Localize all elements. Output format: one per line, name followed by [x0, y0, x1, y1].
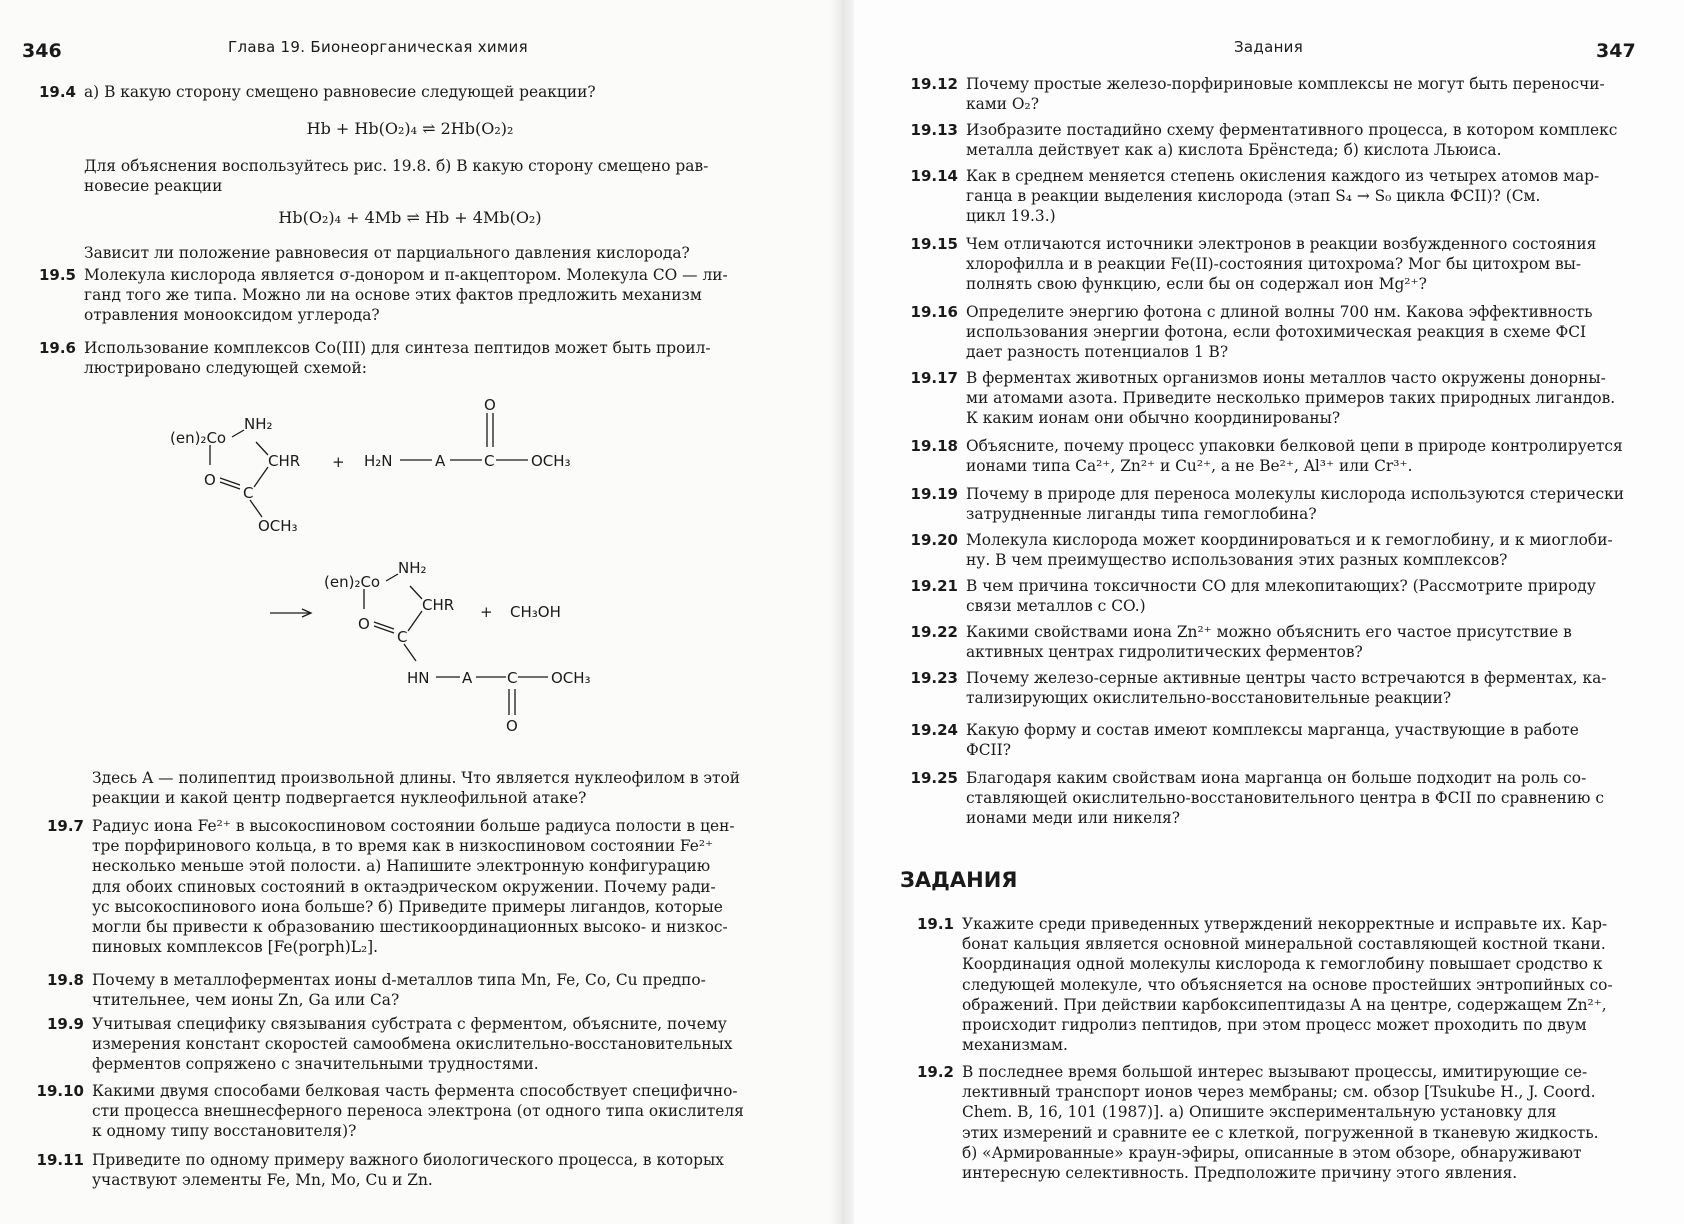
problem-19-21	[904, 576, 1628, 616]
label-och3: OCH₃	[551, 669, 591, 687]
problem-number: 19.17	[910, 369, 958, 387]
text-line: следующей молекуле, что объясняется на основе простейших энтропийных со-	[962, 975, 1613, 994]
label-chr: CHR	[268, 452, 301, 470]
problem-19-14	[904, 166, 1628, 227]
text-line: сти процесса внешнесферного переноса электрона (от одного типа окислителя	[92, 1102, 744, 1121]
label-chr: CHR	[422, 596, 455, 614]
problem-19-20	[904, 530, 1628, 570]
text-line: лективный транспорт ионов через мембраны; см. обзор [Tsukube H., J. Coord.	[962, 1083, 1596, 1102]
paragraph-19-4-b	[84, 156, 744, 196]
problem-number: 19.1	[916, 915, 954, 933]
text-line: затрудненные лиганды типа гемоглобина?	[966, 505, 1317, 524]
text-line: Учитывая специфику связывания субстрата с ферментом, объясните, почему	[92, 1015, 727, 1033]
label-a: A	[462, 669, 473, 687]
problem-19-19	[904, 484, 1628, 524]
label-c: C	[397, 628, 408, 646]
problem-19-17	[904, 368, 1628, 429]
bond	[220, 478, 240, 485]
label-hn: HN	[407, 669, 430, 687]
text-line: люстрировано следующей схемой:	[84, 359, 367, 378]
problem-number: 19.20	[910, 531, 958, 549]
text-line: ионами меди или никеля?	[966, 809, 1180, 828]
bond	[220, 482, 240, 489]
text-line: ферментов сопряжено с значительными трудностями.	[92, 1055, 539, 1074]
text-line: Здесь A — полипептид произвольной длины. Что является нуклеофилом в этой	[92, 769, 741, 787]
bond	[256, 442, 268, 455]
paragraph-19-4-c	[84, 243, 744, 263]
problem-number: 19.15	[910, 235, 958, 253]
text-line: ганд того же типа. Можно ли на основе этих фактов предложить механизм	[84, 286, 702, 305]
text-line: новесие реакции	[84, 177, 223, 196]
text-line: В последнее время большой интерес вызывают процессы, имитирующие се-	[962, 1063, 1588, 1081]
problem-number: 19.4	[38, 83, 76, 101]
task-19-2	[904, 1062, 1628, 1183]
label-ch3oh: CH₃OH	[510, 603, 561, 621]
problem-number: 19.18	[910, 437, 958, 455]
text-line: Молекула кислорода может координироваться и к гемоглобину, и к миоглоби-	[966, 531, 1613, 549]
problem-19-12	[904, 74, 1628, 114]
text-line: Координация одной молекулы кислорода к гемоглобину повышает сродство к	[962, 955, 1603, 974]
problem-19-11	[36, 1150, 756, 1190]
bond	[408, 611, 422, 631]
page-number-left: 346	[22, 40, 62, 62]
section-title: ЗАДАНИЯ	[900, 868, 1018, 892]
label-o: O	[484, 396, 496, 414]
problem-number: 19.2	[916, 1063, 954, 1081]
text-line: Как в среднем меняется степень окисления каждого из четырех атомов мар-	[966, 167, 1600, 185]
problem-number: 19.11	[36, 1151, 84, 1169]
text-line: этих измерений и сравните ее с клеткой, погруженной в тканевую жидкость.	[962, 1123, 1599, 1142]
text-line: Почему в природе для переноса молекулы кислорода используются стерически	[966, 485, 1624, 503]
text-line: В ферментах животных организмов ионы металлов часто окружены донорны-	[966, 369, 1606, 387]
text-line: Укажите среди приведенных утверждений некорректные и исправьте их. Кар-	[962, 915, 1608, 933]
text-line: использования энергии фотона, если фотохимическая реакция в схеме ФСI	[966, 323, 1587, 342]
book-spine	[830, 0, 854, 1224]
problem-number: 19.21	[910, 577, 958, 595]
text-line: цикл 19.3.)	[966, 207, 1056, 226]
label-nh2: NH₂	[398, 559, 427, 577]
bond	[374, 622, 394, 629]
problem-19-10	[36, 1081, 756, 1142]
label-o: O	[204, 471, 216, 489]
problem-number: 19.24	[910, 721, 958, 739]
text-line: Использование комплексов Co(III) для синтеза пептидов может быть проил-	[84, 339, 711, 357]
text-line: В чем причина токсичности CO для млекопитающих? (Рассмотрите природу	[966, 577, 1596, 595]
text-line: К каким ионам они обычно координированы?	[966, 409, 1341, 428]
text-line: могли бы привести к образованию шестикоординационных высоко- и низкос-	[92, 918, 728, 937]
problem-number: 19.9	[46, 1015, 84, 1033]
text-line: пиновых комплексов [Fe(porph)L₂].	[92, 938, 379, 957]
label-en2co: (en)₂Co	[170, 429, 227, 447]
label-en2co: (en)₂Co	[324, 573, 381, 591]
label-nh2: NH₂	[244, 415, 273, 433]
text-line: хлорофилла и в реакции Fe(II)-состояния цитохрома? Мог бы цитохром вы-	[966, 255, 1582, 274]
text-line: ставляющей окислительно-восстановительного центра в ФСII по сравнению с	[966, 789, 1604, 808]
text-line: к одному типу восстановителя)?	[92, 1122, 357, 1141]
text-line: механизмам.	[962, 1036, 1068, 1055]
text-line: а) В какую сторону смещено равновесие следующей реакции?	[84, 83, 596, 101]
text-line: Изобразите постадийно схему ферментативного процесса, в котором комплекс	[966, 121, 1618, 139]
page-number-right: 347	[1596, 40, 1636, 62]
problem-number: 19.6	[38, 339, 76, 357]
text-line: чтительнее, чем ионы Zn, Ga или Ca?	[92, 991, 400, 1010]
problem-number: 19.13	[910, 121, 958, 139]
label-o: O	[506, 717, 518, 735]
equation-1: Hb + Hb(O₂)₄ ⇌ 2Hb(O₂)₂	[306, 119, 514, 138]
problem-19-9	[36, 1014, 756, 1075]
problem-number: 19.14	[910, 167, 958, 185]
text-line: Определите энергию фотона с длиной волны 700 нм. Какова эффективность	[966, 303, 1593, 321]
text-line: Какую форму и состав имеют комплексы марганца, участвующие в работе	[966, 721, 1579, 739]
problem-19-7	[36, 816, 756, 957]
text-line: Chem. B, 16, 101 (1987)]. а) Опишите экспериментальную установку для	[962, 1103, 1557, 1122]
label-och3: OCH₃	[531, 452, 571, 470]
text-line: интересную селективность. Предположите причину этого явления.	[962, 1164, 1518, 1183]
label-c: C	[484, 452, 495, 470]
text-line: ионами типа Ca²⁺, Zn²⁺ и Cu²⁺, а не Be²⁺, Al³⁺ или Cr³⁺.	[966, 457, 1413, 476]
problem-number: 19.7	[46, 817, 84, 835]
text-line: Какими свойствами иона Zn²⁺ можно объяснить его частое присутствие в	[966, 623, 1572, 641]
bond	[374, 626, 394, 633]
bond	[250, 500, 262, 517]
problem-19-8	[36, 970, 756, 1010]
bond	[410, 586, 422, 599]
equation-2: Hb(O₂)₄ + 4Mb ⇌ Hb + 4Mb(O₂)	[278, 208, 542, 227]
text-line: тре порфиринового кольца, в то время как в низкоспиновом состоянии Fe²⁺	[92, 837, 714, 856]
text-line: ганца в реакции выделения кислорода (этап S₄ → S₀ цикла ФСII)? (См.	[966, 187, 1541, 206]
problem-19-25	[904, 768, 1628, 829]
text-line: металла действует как а) кислота Брёнстеда; б) кислота Льюиса.	[966, 141, 1502, 160]
problem-number: 19.16	[910, 303, 958, 321]
text-line: Почему железо-серные активные центры часто встречаются в ферментах, ка-	[966, 669, 1607, 687]
text-line: Приведите по одному примеру важного биологического процесса, в которых	[92, 1151, 724, 1169]
text-line: несколько меньше этой полости. а) Напишите электронную конфигурацию	[92, 857, 711, 876]
problem-number: 19.8	[46, 971, 84, 989]
problem-19-16	[904, 302, 1628, 363]
text-line: Благодаря каким свойствам иона марганца он больше подходит на роль со-	[966, 769, 1587, 787]
text-line: Для объяснения воспользуйтесь рис. 19.8. б) В какую сторону смещено рав-	[84, 157, 709, 175]
problem-19-4	[28, 82, 748, 102]
problem-number: 19.19	[910, 485, 958, 503]
text-line: ми атомами азота. Приведите несколько примеров таких природных лигандов.	[966, 389, 1616, 408]
bond	[254, 467, 268, 487]
running-head-right: Задания	[1234, 38, 1304, 56]
text-line: ус высокоспинового иона больше? б) Приведите примеры лигандов, которые	[92, 897, 723, 916]
problem-19-24	[904, 720, 1628, 760]
text-line: для обоих спиновых состояний в октаэдрическом окружении. Почему ради-	[92, 877, 716, 896]
problem-19-13	[904, 120, 1628, 160]
text-line: ками O₂?	[966, 95, 1039, 114]
text-line: активных центрах гидролитических ферментов?	[966, 643, 1363, 662]
label-plus: +	[332, 453, 345, 471]
text-line: реакции и какой центр подвергается нуклеофильной атаке?	[92, 789, 587, 808]
text-line: Чем отличаются источники электронов в реакции возбужденного состояния	[966, 235, 1597, 253]
problem-number: 19.25	[910, 769, 958, 787]
label-a: A	[435, 452, 446, 470]
text-line: Молекула кислорода является σ-донором и π-акцептором. Молекула CO — ли-	[84, 266, 728, 284]
problem-number: 19.23	[910, 669, 958, 687]
problem-19-22	[904, 622, 1628, 662]
problem-number: 19.12	[910, 75, 958, 93]
problem-number: 19.5	[38, 266, 76, 284]
paragraph-19-6-note	[92, 768, 752, 808]
bond	[404, 644, 416, 661]
text-line: тализирующих окислительно-восстановительные реакции?	[966, 689, 1452, 708]
text-line: Почему простые железо-порфириновые комплексы не могут быть переносчи-	[966, 75, 1605, 93]
problem-number: 19.22	[910, 623, 958, 641]
text-line: ФСII?	[966, 741, 1011, 760]
problem-19-23	[904, 668, 1628, 708]
text-line: Почему в металлоферментах ионы d-металлов типа Mn, Fe, Co, Cu предпо-	[92, 971, 706, 989]
reaction-scheme	[150, 395, 710, 745]
text-line: Какими двумя способами белковая часть фермента способствует специфично-	[92, 1082, 738, 1100]
label-h2n: H₂N	[364, 452, 393, 470]
text-line: Зависит ли положение равновесия от парциального давления кислорода?	[84, 244, 690, 262]
bond	[232, 430, 244, 437]
text-line: связи металлов с CO.)	[966, 597, 1146, 616]
problem-19-5	[28, 265, 748, 326]
text-line: Радиус иона Fe²⁺ в высокоспиновом состоянии больше радиуса полости в цен-	[92, 817, 735, 835]
label-och3: OCH₃	[258, 517, 298, 535]
text-line: б) «Армированные» краун-эфиры, описанные в этом обзоре, обнаруживают	[962, 1143, 1582, 1162]
label-c: C	[243, 484, 254, 502]
label-o: O	[358, 615, 370, 633]
problem-19-15	[904, 234, 1628, 295]
label-c: C	[507, 669, 518, 687]
text-line: бонат кальция является основной минеральной составляющей костной ткани.	[962, 935, 1606, 954]
label-plus: +	[480, 603, 493, 621]
text-line: ображений. При действии карбоксипептидазы A на центре, содержащем Zn²⁺,	[962, 995, 1607, 1014]
text-line: отравления монооксидом углерода?	[84, 306, 380, 325]
problem-number: 19.10	[36, 1082, 84, 1100]
text-line: происходит гидролиз пептидов, при этом процесс может проходить по двум	[962, 1016, 1587, 1035]
problem-19-18	[904, 436, 1628, 476]
running-head-left: Глава 19. Бионеорганическая химия	[228, 38, 528, 56]
text-line: участвуют элементы Fe, Mn, Mo, Cu и Zn.	[92, 1171, 433, 1190]
text-line: дает разность потенциалов 1 В?	[966, 343, 1229, 362]
text-line: измерения констант скоростей самообмена окислительно-восстановительных	[92, 1035, 733, 1054]
problem-19-6	[28, 338, 748, 378]
bond	[386, 574, 398, 581]
text-line: Объясните, почему процесс упаковки белковой цепи в природе контролируется	[966, 437, 1623, 455]
task-19-1	[904, 914, 1628, 1055]
text-line: ну. В чем преимущество использования этих разных комплексов?	[966, 551, 1508, 570]
text-line: полнять свою функцию, если бы он содержал ион Mg²⁺?	[966, 275, 1427, 294]
